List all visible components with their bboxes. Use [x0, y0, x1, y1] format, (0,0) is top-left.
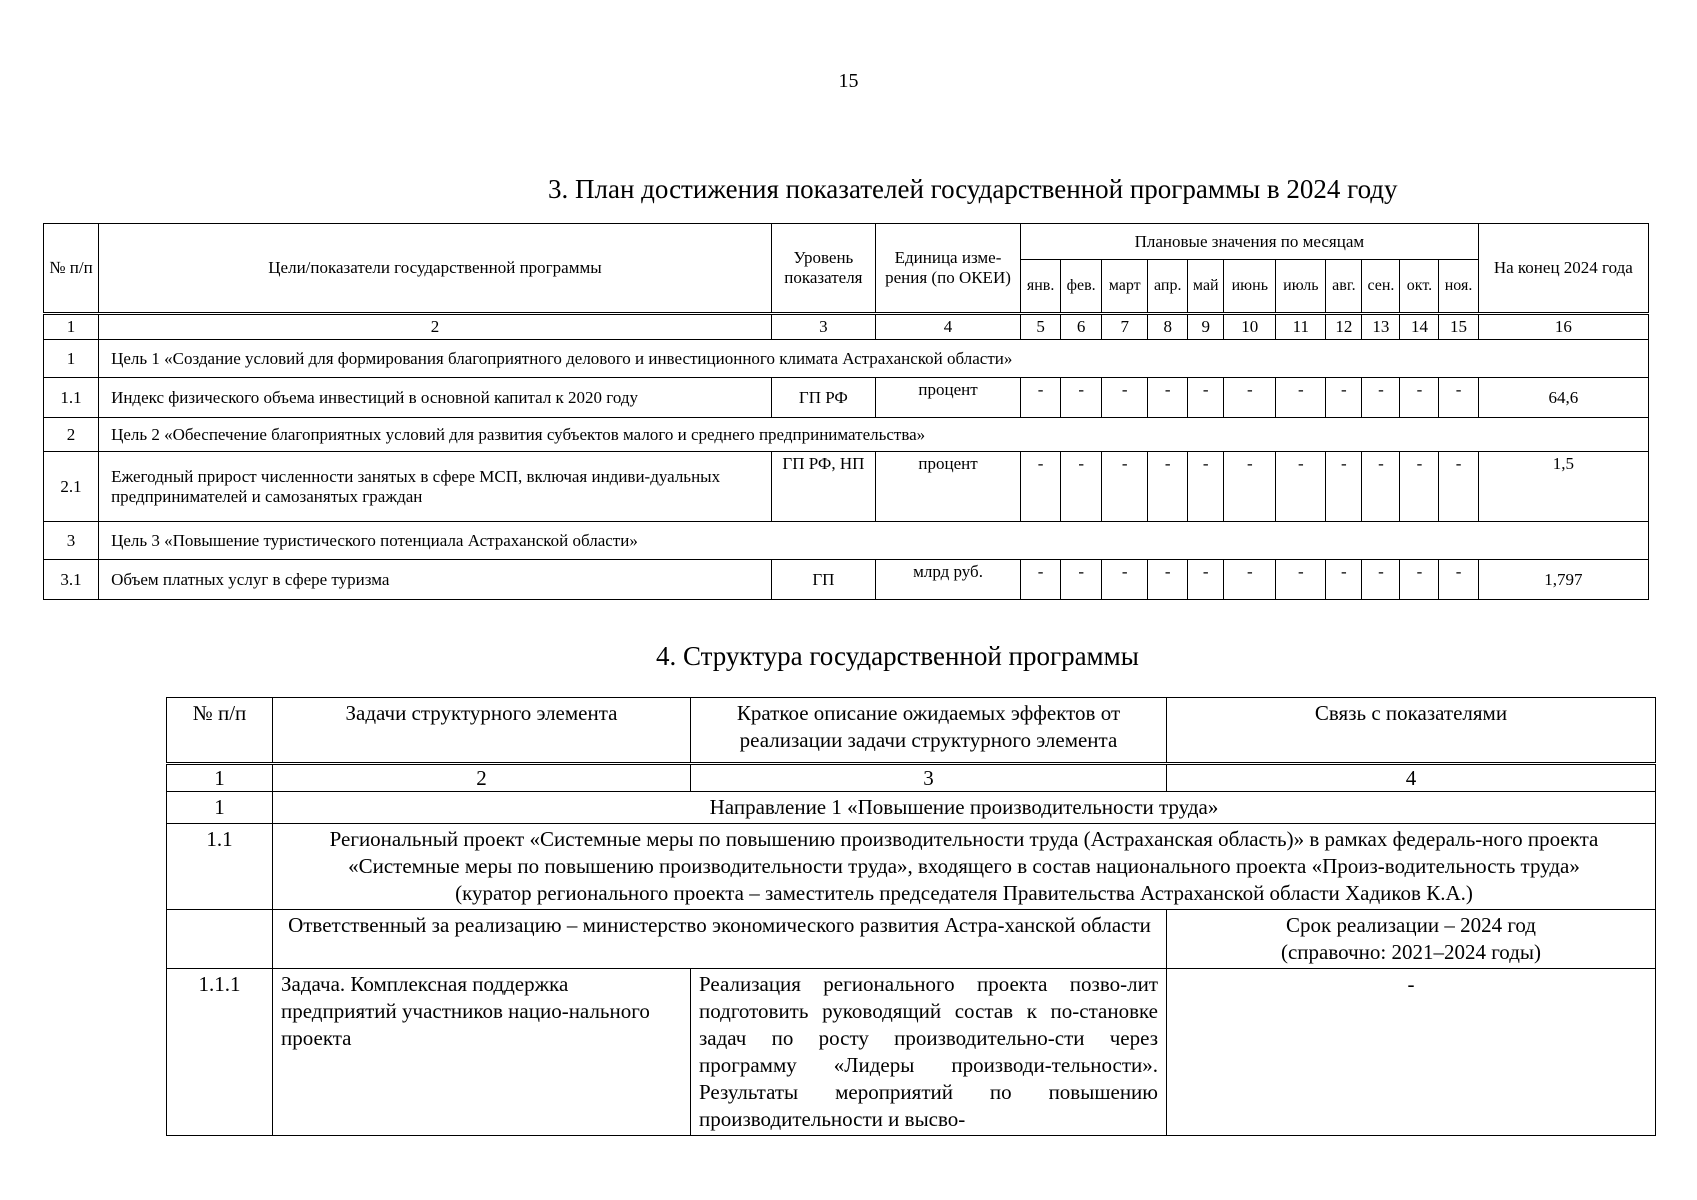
month-value: - [1276, 378, 1326, 418]
direction-row [167, 792, 1656, 824]
month-value: - [1362, 378, 1400, 418]
month-value: - [1102, 452, 1148, 522]
indicator-text: Индекс физического объема инвестиций в основной капитал к 2020 году [99, 378, 772, 418]
responsible-text: Ответственный за реализацию – министерство экономического развития Астра-ханской области [273, 910, 1167, 969]
term-cell [1167, 910, 1656, 969]
column-index: 3 [771, 314, 875, 340]
month-value: - [1188, 378, 1224, 418]
month-value: - [1276, 452, 1326, 522]
goal-row [44, 418, 1649, 452]
column-index: 4 [875, 314, 1020, 340]
month-header: ноя. [1439, 260, 1478, 314]
indicator-level: ГП РФ [771, 378, 875, 418]
month-header: янв. [1021, 260, 1061, 314]
column-index: 8 [1148, 314, 1188, 340]
column-index: 13 [1362, 314, 1400, 340]
indicator-unit: процент [875, 378, 1020, 418]
row-num: 1 [167, 792, 273, 824]
indicator-text: Объем платных услуг в сфере туризма [99, 560, 772, 600]
month-value: - [1400, 560, 1439, 600]
month-value: - [1439, 560, 1478, 600]
month-value: - [1021, 452, 1061, 522]
column-index: 14 [1400, 314, 1439, 340]
month-value: - [1326, 560, 1362, 600]
month-value: - [1188, 452, 1224, 522]
project-row [167, 824, 1656, 910]
month-value: - [1326, 452, 1362, 522]
col-header-monthly: Плановые значения по месяцам [1021, 224, 1479, 260]
row-num: 2.1 [44, 452, 99, 522]
month-value: - [1224, 452, 1276, 522]
month-header: март [1102, 260, 1148, 314]
month-header: июль [1276, 260, 1326, 314]
month-value: - [1326, 378, 1362, 418]
goal-text: Цель 3 «Повышение туристического потенциала Астраханской области» [99, 522, 1649, 560]
indicator-unit: процент [875, 452, 1020, 522]
row-num: 1.1 [167, 824, 273, 910]
task-link: - [1167, 969, 1656, 1136]
task-row [167, 969, 1656, 1136]
month-value: - [1400, 452, 1439, 522]
column-index: 12 [1326, 314, 1362, 340]
month-value: - [1362, 452, 1400, 522]
month-value: - [1148, 378, 1188, 418]
month-value: - [1362, 560, 1400, 600]
end-year-value: 64,6 [1478, 378, 1648, 418]
col-header-link: Связь с показателями [1167, 698, 1656, 764]
month-value: - [1224, 378, 1276, 418]
project-text: Региональный проект «Системные меры по повышению производительности труда (Астраханская область)» в рамках федераль-ного проекта «Системные меры по повышению производительности труда», входящего в состав национального проекта «Произ-водительность труда» [329, 827, 1599, 878]
column-index: 6 [1061, 314, 1102, 340]
col-header-num: № п/п [44, 224, 99, 314]
project-curator: (куратор регионального проекта – заместитель председателя Правительства Астраханской области Хадиков К.А.) [455, 881, 1473, 905]
term-text: Срок реализации – 2024 год [1285, 913, 1536, 937]
column-index: 1 [167, 764, 273, 792]
month-value: - [1148, 452, 1188, 522]
month-value: - [1400, 378, 1439, 418]
row-num: 3.1 [44, 560, 99, 600]
table-header-row [44, 224, 1649, 260]
col-header-effects: Краткое описание ожидаемых эффектов от реализации задачи структурного элемента [691, 698, 1167, 764]
empty-cell [167, 910, 273, 969]
col-header-num: № п/п [167, 698, 273, 764]
column-index: 16 [1478, 314, 1648, 340]
month-value: - [1102, 560, 1148, 600]
indicator-level: ГП [771, 560, 875, 600]
row-num: 1.1.1 [167, 969, 273, 1136]
month-value: - [1102, 378, 1148, 418]
month-value: - [1276, 560, 1326, 600]
column-index: 11 [1276, 314, 1326, 340]
month-value: - [1021, 378, 1061, 418]
row-num: 1.1 [44, 378, 99, 418]
table-header-row [167, 698, 1656, 764]
term-note: (справочно: 2021–2024 годы) [1280, 940, 1541, 964]
responsible-row [167, 910, 1656, 969]
column-index: 9 [1188, 314, 1224, 340]
section-4-title: 4. Структура государственной программы [656, 641, 1139, 671]
indicator-row [44, 560, 1649, 600]
indicator-row [44, 378, 1649, 418]
goal-text: Цель 2 «Обеспечение благоприятных условий для развития субъектов малого и среднего предпринимательства» [99, 418, 1649, 452]
end-year-value: 1,5 [1478, 452, 1648, 522]
month-header: июнь [1224, 260, 1276, 314]
indicators-plan-table [43, 223, 1649, 600]
month-value: - [1061, 452, 1102, 522]
goal-text: Цель 1 «Создание условий для формирования благоприятного делового и инвестиционного климата Астраханской области» [99, 340, 1649, 378]
column-index: 4 [1167, 764, 1656, 792]
month-value: - [1188, 560, 1224, 600]
row-num: 2 [44, 418, 99, 452]
column-index: 15 [1439, 314, 1478, 340]
column-index: 10 [1224, 314, 1276, 340]
indicator-text: Ежегодный прирост численности занятых в сфере МСП, включая индиви-дуальных предпринимателей и самозанятых граждан [99, 452, 772, 522]
month-value: - [1061, 560, 1102, 600]
col-header-unit: Единица изме-рения (по ОКЕИ) [875, 224, 1020, 314]
column-index: 3 [691, 764, 1167, 792]
col-header-end: На конец 2024 года [1478, 224, 1648, 314]
month-value: - [1148, 560, 1188, 600]
month-value: - [1021, 560, 1061, 600]
month-header: авг. [1326, 260, 1362, 314]
column-index: 2 [273, 764, 691, 792]
indicator-unit: млрд руб. [875, 560, 1020, 600]
month-header: окт. [1400, 260, 1439, 314]
col-header-level: Уровень показателя [771, 224, 875, 314]
task-effect: Реализация регионального проекта позво-лит подготовить руководящий состав к по-становке задач по росту производительно-сти через программу «Лидеры производи-тельности». Результаты мероприятий по повышению производительности и высво- [691, 969, 1167, 1136]
project-cell [273, 824, 1656, 910]
goal-row [44, 522, 1649, 560]
task-name: Задача. Комплексная поддержка предприятий участников нацио-нального проекта [273, 969, 691, 1136]
row-num: 1 [44, 340, 99, 378]
section-3-title: 3. План достижения показателей государственной программы в 2024 году [548, 174, 1398, 204]
direction-text: Направление 1 «Повышение производительности труда» [273, 792, 1656, 824]
column-index: 7 [1102, 314, 1148, 340]
row-num: 3 [44, 522, 99, 560]
col-header-goals: Цели/показатели государственной программы [99, 224, 772, 314]
month-header: апр. [1148, 260, 1188, 314]
month-value: - [1224, 560, 1276, 600]
month-header: фев. [1061, 260, 1102, 314]
month-value: - [1439, 452, 1478, 522]
column-index: 1 [44, 314, 99, 340]
col-header-tasks: Задачи структурного элемента [273, 698, 691, 764]
page-number: 15 [838, 70, 859, 92]
month-header: май [1188, 260, 1224, 314]
column-index-row [167, 764, 1656, 792]
indicator-level: ГП РФ, НП [771, 452, 875, 522]
column-index-row [44, 314, 1649, 340]
end-year-value: 1,797 [1478, 560, 1648, 600]
column-index: 2 [99, 314, 772, 340]
month-header: сен. [1362, 260, 1400, 314]
month-value: - [1061, 378, 1102, 418]
indicator-row [44, 452, 1649, 522]
column-index: 5 [1021, 314, 1061, 340]
program-structure-table [166, 697, 1656, 1136]
goal-row [44, 340, 1649, 378]
month-value: - [1439, 378, 1478, 418]
